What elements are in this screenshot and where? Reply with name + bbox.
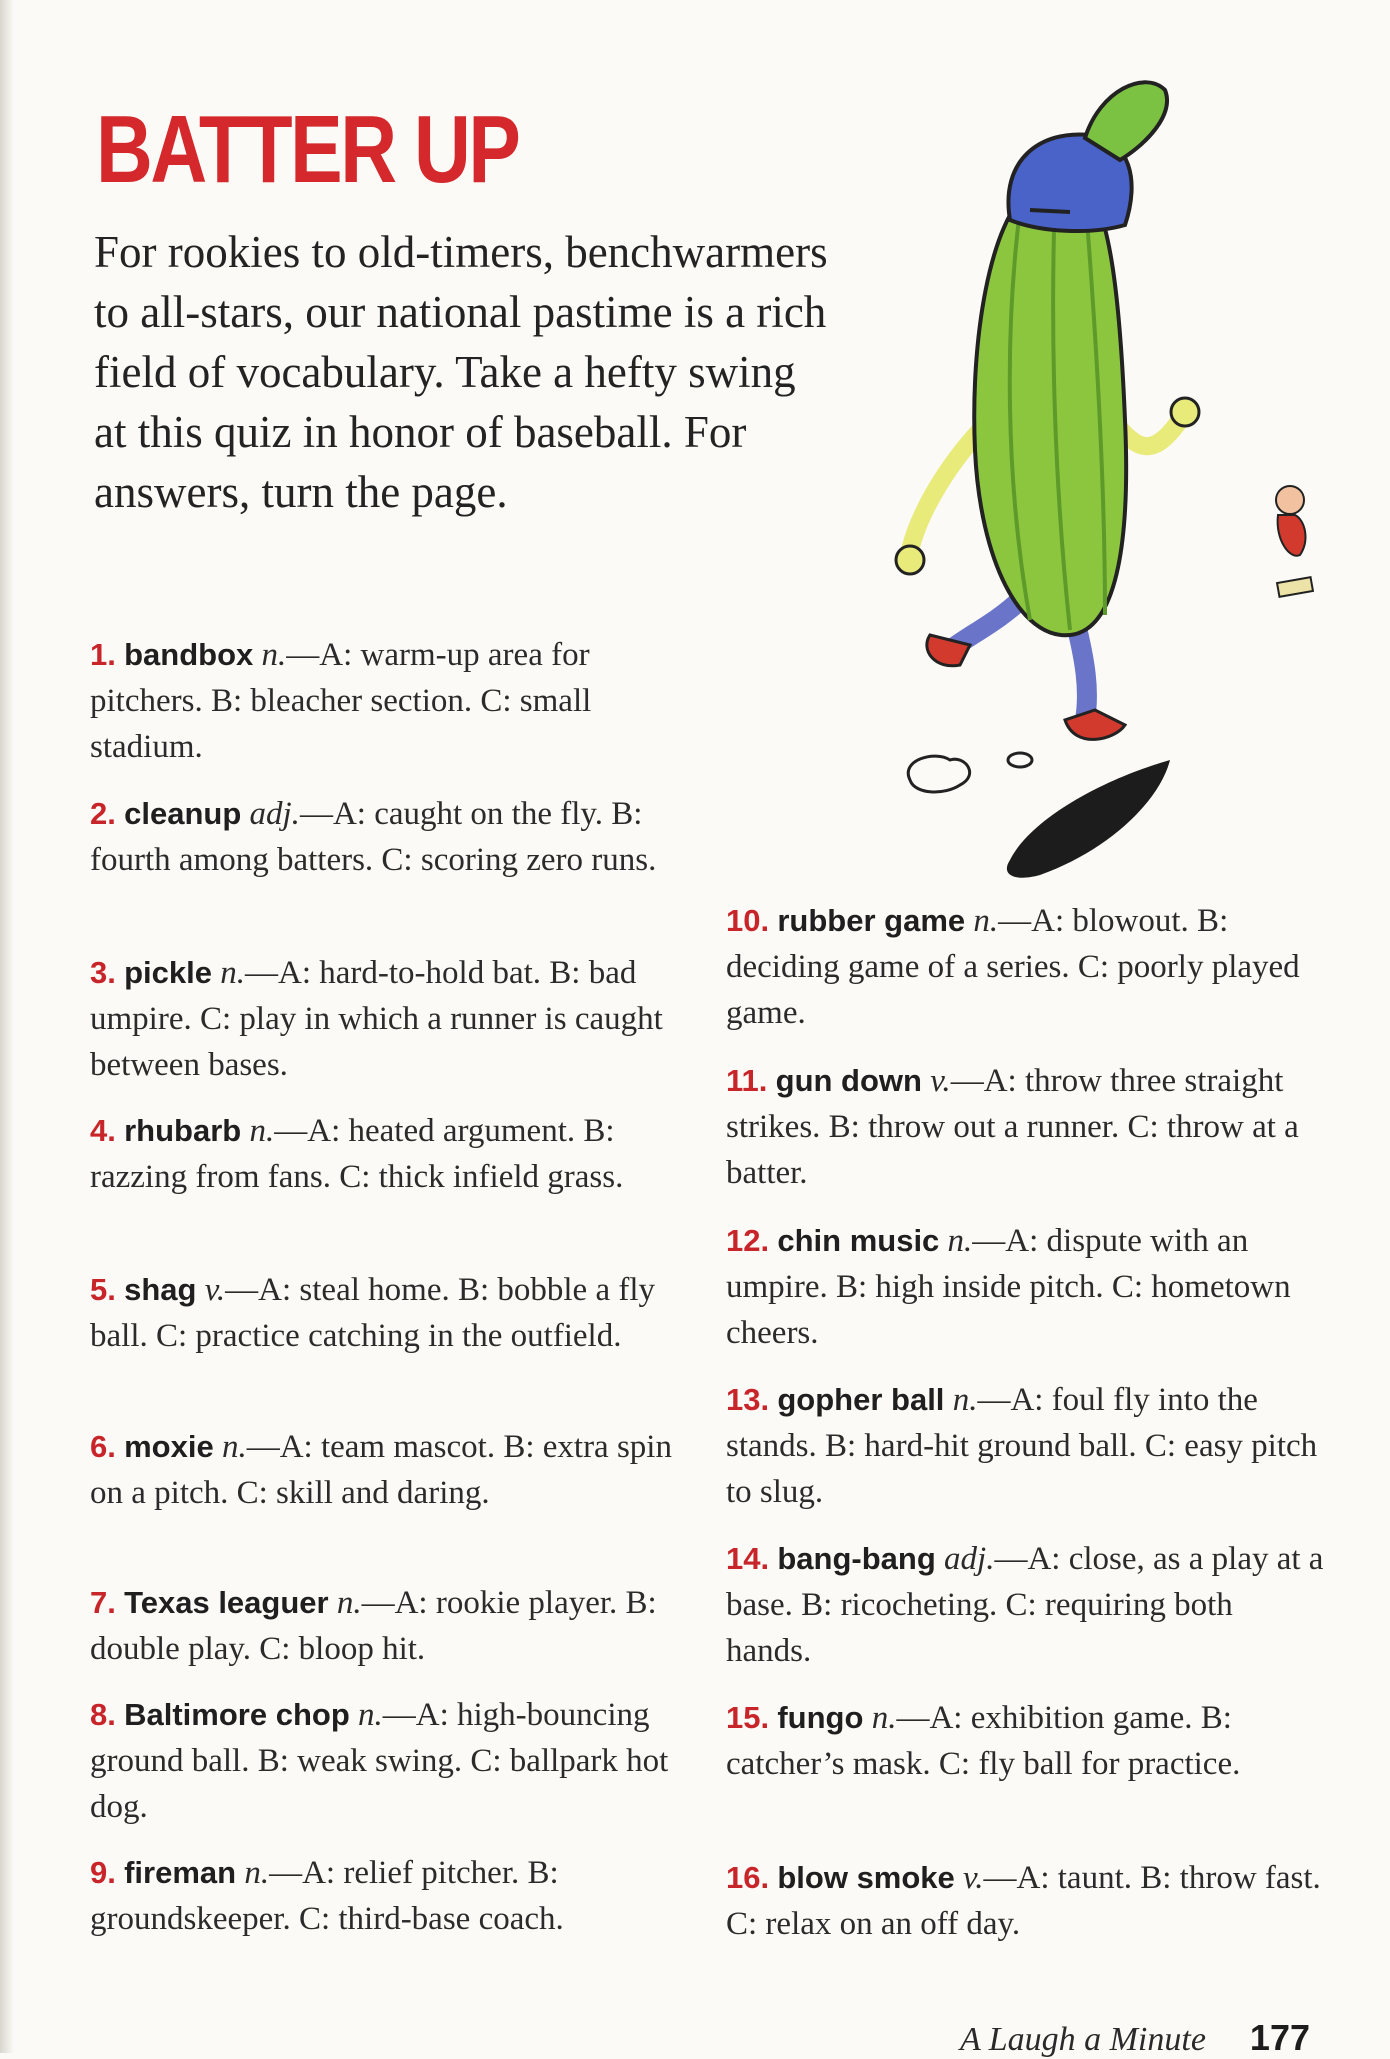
quiz-item-9: 9. fireman n.—A: relief pitcher. B: groundskeeper. C: third-base coach. xyxy=(90,1855,564,1937)
page-edge-shadow xyxy=(0,0,14,2053)
quiz-item-14: 14. bang-bang adj.—A: close, as a play at a base. B: ricocheting. C: requiring both hands. xyxy=(726,1541,1324,1669)
running-pickle-illustration xyxy=(880,60,1320,890)
quiz-item-12: 12. chin music n.—A: dispute with an umpire. B: high inside pitch. C: hometown cheers. xyxy=(726,1223,1291,1351)
footer-section-title: A Laugh a Minute xyxy=(960,2021,1206,2058)
quiz-item-4: 4. rhubarb n.—A: heated argument. B: razzing from fans. C: thick infield grass. xyxy=(90,1113,624,1195)
quiz-item-7: 7. Texas leaguer n.—A: rookie player. B: double play. C: bloop hit. xyxy=(90,1585,657,1667)
quiz-item-8: 8. Baltimore chop n.—A: high-bouncing ground ball. B: weak swing. C: ballpark hot dog. xyxy=(90,1697,669,1825)
quiz-item-11: 11. gun down v.—A: throw three straight strikes. B: throw out a runner. C: throw at a batter. xyxy=(726,1063,1299,1191)
quiz-item-5: 5. shag v.—A: steal home. B: bobble a fly ball. C: practice catching in the outfield. xyxy=(90,1272,656,1354)
intro-paragraph: For rookies to old-timers, benchwarmers to all-stars, our national pastime is a rich field of vocabulary. Take a hefty swing at this quiz in honor of baseball. For answers, turn the page. xyxy=(94,227,828,517)
page-title: BATTER UP xyxy=(96,96,519,203)
page-number: 177 xyxy=(1249,2017,1310,2058)
quiz-item-1: 1. bandbox n.—A: warm-up area for pitchers. B: bleacher section. C: small stadium. xyxy=(90,637,592,765)
quiz-item-3: 3. pickle n.—A: hard-to-hold bat. B: bad umpire. C: play in which a runner is caught between bases. xyxy=(90,955,663,1083)
quiz-item-16: 16. blow smoke v.—A: taunt. B: throw fast. C: relax on an off day. xyxy=(726,1860,1321,1942)
quiz-item-13: 13. gopher ball n.—A: foul fly into the stands. B: hard-hit ground ball. C: easy pitch to slug. xyxy=(726,1382,1318,1510)
quiz-item-6: 6. moxie n.—A: team mascot. B: extra spin on a pitch. C: skill and daring. xyxy=(90,1429,672,1511)
quiz-item-10: 10. rubber game n.—A: blowout. B: deciding game of a series. C: poorly played game. xyxy=(726,903,1300,1031)
quiz-item-15: 15. fungo n.—A: exhibition game. B: catcher’s mask. C: fly ball for practice. xyxy=(726,1700,1241,1782)
quiz-item-2: 2. cleanup adj.—A: caught on the fly. B: fourth among batters. C: scoring zero runs. xyxy=(90,796,657,878)
